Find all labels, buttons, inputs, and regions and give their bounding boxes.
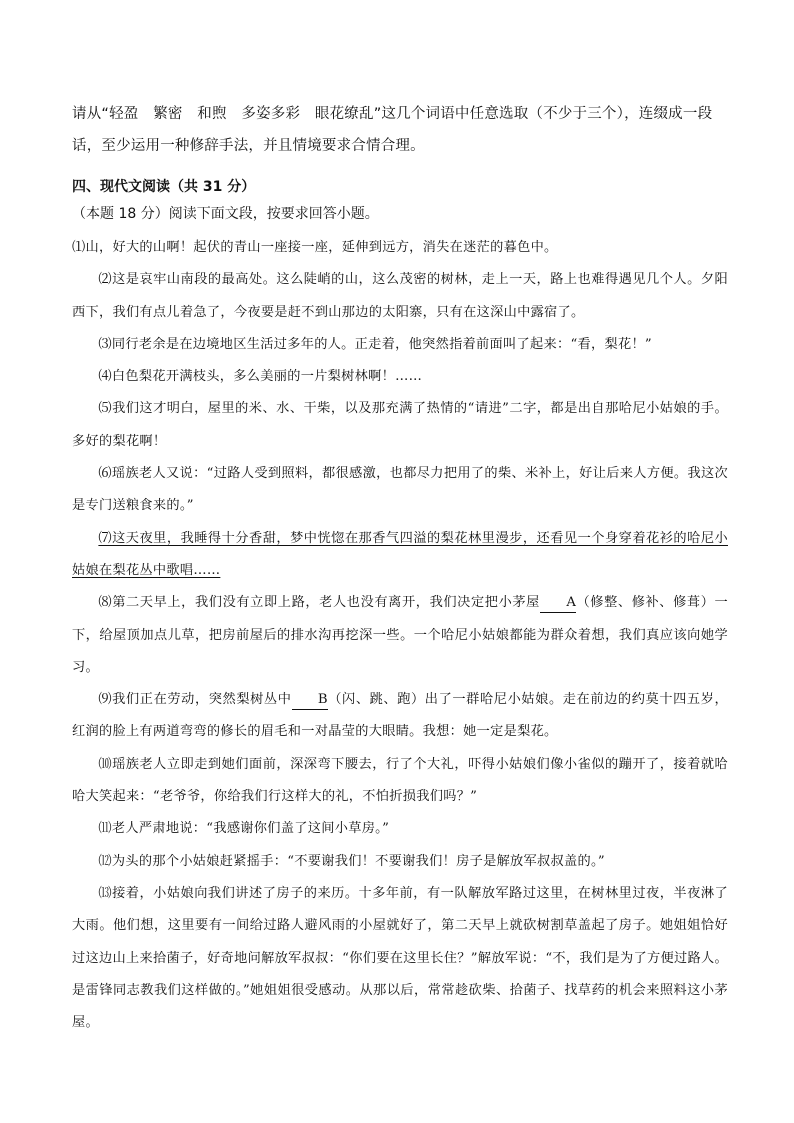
paragraph-11: ⑾老人严肃地说：“我感谢你们盖了这间小草房。” (98, 821, 390, 837)
paragraph-9 (72, 684, 728, 749)
paragraph-4: ⑷白色梨花开满枝头，多么美丽的一片梨树林啊！…… (98, 369, 423, 385)
paragraph-9-text-after: （闪、跳、跑）出了一群哈尼小姑娘。走在前边的约莫十四五岁，红润的脸上有两道弯弯的修长的眉毛和一对晶莹的大眼睛。我想：她一定是梨花。 (72, 692, 728, 740)
paragraph-5: ⑸我们这才明白，屋里的米、水、干柴，以及那充满了热情的“请进”二字，都是出自那哈尼小姑娘的手。多好的梨花啊！ (72, 401, 728, 449)
paragraph-7-underlined: ⑺这天夜里，我睡得十分香甜，梦中恍惚在那香气四溢的梨花林里漫步，还看见一个身穿着花衫的哈尼小姑娘在梨花丛中歌唱…… (72, 530, 728, 578)
section-instruction: （本题 18 分）阅读下面文段，按要求回答小题。 (72, 206, 379, 222)
section-title: 四、现代文阅读（共 31 分） (72, 179, 256, 195)
blank-a: A (540, 594, 576, 613)
paragraph-1: ⑴山，好大的山啊！起伏的青山一座接一座，延伸到远方，消失在迷茫的暮色中。 (72, 240, 558, 255)
paragraph-8 (72, 587, 728, 684)
paragraph-9-text-before: ⑼我们正在劳动，突然梨树丛中 (98, 692, 292, 708)
paragraph-2: ⑵这是哀牢山南段的最高处。这么陡峭的山，这么茂密的树林，走上一天，路上也难得遇见几个人。夕阳西下，我们有点儿着急了，今夜要是赶不到山那边的太阳寨，只有在这深山中露宿了。 (72, 272, 728, 320)
paragraph-8-text-after: （修整、修补、修葺）一下，给屋顶加点儿草，把房前屋后的排水沟再挖深一些。一个哈尼小姑娘都能为群众着想，我们真应该向她学习。 (72, 595, 728, 675)
paragraph-12: ⑿为头的那个小姑娘赶紧摇手：“不要谢我们！不要谢我们！房子是解放军叔叔盖的。” (98, 853, 605, 869)
paragraph-8-text-before: ⑻第二天早上，我们没有立即上路，老人也没有离开，我们决定把小茅屋 (98, 595, 540, 611)
paragraph-3: ⑶同行老余是在边境地区生活过多年的人。正走着，他突然指着前面叫了起来：“看，梨花！” (98, 336, 652, 352)
paragraph-6: ⑹瑶族老人又说：“过路人受到照料，都很感激，也都尽力把用了的柴、米补上，好让后来人方便。我这次是专门送粮食来的。” (72, 466, 728, 514)
paragraph-10: ⑽瑶族老人立即走到她们面前，深深弯下腰去，行了个大礼，吓得小姑娘们像小雀似的蹦开了，接着就哈哈大笑起来：“老爷爷，你给我们行这样大的礼，不怕折损我们吗？” (72, 756, 728, 805)
writing-prompt: 请从“轻盈 繁密 和煦 多姿多彩 眼花缭乱”这几个词语中任意选取（不少于三个），连缀成一段话，至少运用一种修辞手法，并且情境要求合情合理。 (72, 106, 713, 154)
reading-passage (72, 232, 728, 1039)
blank-b: B (292, 691, 328, 710)
paragraph-13: ⒀接着，小姑娘向我们讲述了房子的来历。十多年前，有一队解放军路过这里，在树林里过夜，半夜淋了大雨。他们想，这里要有一间给过路人避风雨的小屋就好了，第二天早上就砍树割草盖起了房子。她姐姐恰好过这边山上来拾菌子，好奇地问解放军叔叔：“你们要在这里长住？”解放军说：“不，我们是为了方便过路人。是雷锋同志教我们这样做的。”她姐姐很受感动。从那以后，常常趁砍柴、拾菌子、找草药的机会来照料这小茅屋。 (72, 885, 728, 1031)
